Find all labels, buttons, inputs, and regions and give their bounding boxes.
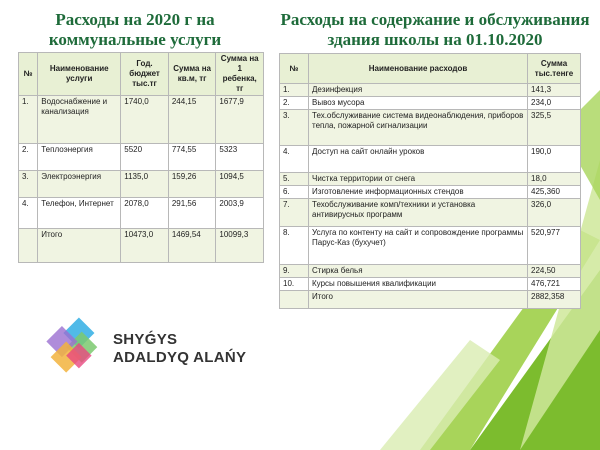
- table-row: [280, 265, 581, 278]
- cell: 141,3: [528, 84, 581, 97]
- table-row: [19, 198, 264, 229]
- cell: [19, 229, 38, 263]
- cell: Теплоэнергия: [38, 144, 121, 171]
- column-header: Сумма тыс.тенге: [528, 54, 581, 84]
- cell: Курсы повышения квалификации: [309, 278, 528, 291]
- table-row: [280, 97, 581, 110]
- cell: 1094,5: [216, 171, 264, 198]
- cell: 5.: [280, 173, 309, 186]
- logo-line-1: SHYǴYS: [113, 331, 178, 348]
- cell: 10.: [280, 278, 309, 291]
- column-header: №: [19, 53, 38, 96]
- cell: Техобслуживание комп/техники и установка антивирусных программ: [309, 199, 528, 227]
- column-header: Год. бюджет тыс.тг: [121, 53, 169, 96]
- column-header: №: [280, 54, 309, 84]
- table-row: [280, 199, 581, 227]
- table-row: [19, 144, 264, 171]
- cell: 3.: [280, 110, 309, 146]
- left-title: Расходы на 2020 г на коммунальные услуги: [48, 10, 222, 49]
- cell: 1.: [19, 96, 38, 144]
- column-header: Сумма на кв.м, тг: [168, 53, 216, 96]
- column-header: Наименование услуги: [38, 53, 121, 96]
- cell: 224,50: [528, 265, 581, 278]
- cell: Электроэнергия: [38, 171, 121, 198]
- cell: Услуга по контенту на сайт и сопровождение программы Парус-Каз (бухучет): [309, 227, 528, 265]
- table-row: [280, 110, 581, 146]
- cell: 1469,54: [168, 229, 216, 263]
- cell: 2003,9: [216, 198, 264, 229]
- cell: Вывоз мусора: [309, 97, 528, 110]
- maintenance-table: [279, 53, 581, 309]
- table-row: [19, 171, 264, 198]
- table-row: [280, 227, 581, 265]
- cell: 2.: [19, 144, 38, 171]
- cell: 4.: [19, 198, 38, 229]
- cell: 190,0: [528, 146, 581, 173]
- cell: [280, 291, 309, 309]
- cell: 2882,358: [528, 291, 581, 309]
- cell: 7.: [280, 199, 309, 227]
- cell: 8.: [280, 227, 309, 265]
- cell: Стирка белья: [309, 265, 528, 278]
- cell: 1677,9: [216, 96, 264, 144]
- table-header-row: [19, 53, 264, 96]
- cell: 4.: [280, 146, 309, 173]
- cell: Тех.обслуживание система видеонаблюдения, приборов тепла, пожарной сигнализации: [309, 110, 528, 146]
- cell: Телефон, Интернет: [38, 198, 121, 229]
- cell: Итого: [38, 229, 121, 263]
- cell: 3.: [19, 171, 38, 198]
- table-header-row: [280, 54, 581, 84]
- cell: 325,5: [528, 110, 581, 146]
- cell: Чистка территории от снега: [309, 173, 528, 186]
- cell: 234,0: [528, 97, 581, 110]
- cell: Изготовление информационных стендов: [309, 186, 528, 199]
- cell: 1.: [280, 84, 309, 97]
- cell: Водоснабжение и канализация: [38, 96, 121, 144]
- cell: 9.: [280, 265, 309, 278]
- cell: 520,977: [528, 227, 581, 265]
- logo-line-2: ADALDYQ ALAŃY: [113, 349, 247, 366]
- organization-logo: [33, 296, 255, 404]
- cell: 5520: [121, 144, 169, 171]
- cell: 425,360: [528, 186, 581, 199]
- cell: 5323: [216, 144, 264, 171]
- cell: 1740,0: [121, 96, 169, 144]
- cell: Доступ на сайт онлайн уроков: [309, 146, 528, 173]
- table-row: [280, 84, 581, 97]
- column-header: Сумма на 1 ребенка, тг: [216, 53, 264, 96]
- cell: 326,0: [528, 199, 581, 227]
- cell: Итого: [309, 291, 528, 309]
- table-row-total: [280, 291, 581, 309]
- cell: 2078,0: [121, 198, 169, 229]
- cell: 291,56: [168, 198, 216, 229]
- cell: 1135,0: [121, 171, 169, 198]
- cell: 476,721: [528, 278, 581, 291]
- cell: Дезинфекция: [309, 84, 528, 97]
- table-row: [280, 186, 581, 199]
- table-row: [19, 96, 264, 144]
- cell: 10099,3: [216, 229, 264, 263]
- table-row-total: [19, 229, 264, 263]
- logo-mark-icon: [33, 296, 113, 404]
- table-row: [280, 146, 581, 173]
- cell: 10473,0: [121, 229, 169, 263]
- table-row: [280, 173, 581, 186]
- logo-text: [113, 331, 246, 367]
- cell: 6.: [280, 186, 309, 199]
- right-title: Расходы на содержание и обслуживания здания школы на 01.10.2020: [280, 10, 590, 49]
- cell: 18,0: [528, 173, 581, 186]
- cell: 774,55: [168, 144, 216, 171]
- cell: 2.: [280, 97, 309, 110]
- table-row: [280, 278, 581, 291]
- cell: 244,15: [168, 96, 216, 144]
- utilities-table: [18, 52, 264, 263]
- cell: 159,26: [168, 171, 216, 198]
- column-header: Наименование расходов: [309, 54, 528, 84]
